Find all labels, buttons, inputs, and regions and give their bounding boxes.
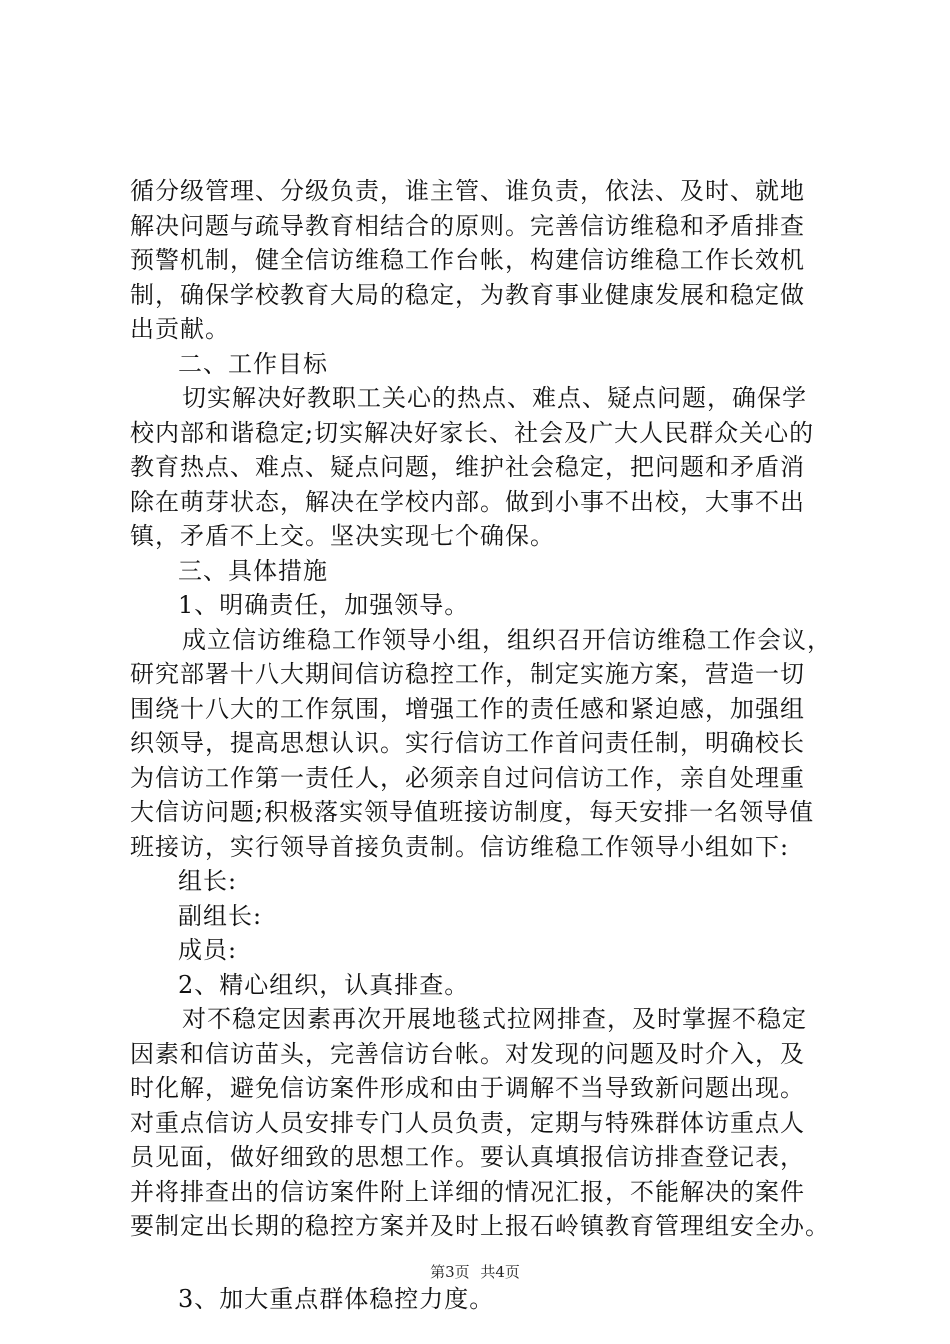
text-line: 出贡献。 bbox=[130, 315, 230, 343]
text-line: 要制定出长期的稳控方案并及时上报石岭镇教育管理组安全办。 bbox=[130, 1212, 830, 1240]
text-line: 除在萌芽状态，解决在学校内部。做到小事不出校，大事不出 bbox=[130, 487, 805, 516]
text-line: 制，确保学校教育大局的稳定，为教育事业健康发展和稳定做 bbox=[130, 280, 805, 309]
text-line: 教育热点、难点、疑点问题，维护社会稳定，把问题和矛盾消 bbox=[130, 453, 805, 481]
text-line: 循分级管理、分级负责，谁主管、谁负责，依法、及时、就地 bbox=[130, 177, 805, 205]
text-line-heading-3: 3、加大重点群体稳控力度。 bbox=[178, 1284, 495, 1313]
paragraph-lines bbox=[130, 174, 830, 1244]
page-footer bbox=[0, 1262, 950, 1282]
text-line: 2、精心组织，认真排查。 bbox=[178, 970, 470, 999]
text-line: 并将排查出的信访案件附上详细的情况汇报，不能解决的案件 bbox=[130, 1177, 805, 1206]
text-line: 成员: bbox=[178, 936, 238, 964]
text-line: 对重点信访人员安排专门人员负责，定期与特殊群体访重点人 bbox=[130, 1108, 805, 1137]
text-line: 班接访，实行领导首接负责制。信访维稳工作领导小组如下: bbox=[130, 832, 790, 861]
text-line: 预警机制，健全信访维稳工作台帐，构建信访维稳工作长效机 bbox=[130, 246, 805, 274]
document-body bbox=[130, 174, 830, 1316]
text-line: 组长: bbox=[178, 867, 238, 895]
text-line: 员见面，做好细致的思想工作。要认真填报信访排查登记表， bbox=[130, 1143, 805, 1171]
text-line: 为信访工作第一责任人，必须亲自过问信访工作，亲自处理重 bbox=[130, 763, 805, 792]
text-line: 大信访问题;积极落实领导值班接访制度，每天安排一名领导值 bbox=[130, 798, 815, 826]
text-line: 织领导，提高思想认识。实行信访工作首问责任制，明确校长 bbox=[130, 729, 805, 757]
page-total: 共4页 bbox=[480, 1263, 520, 1281]
text-line: 解决问题与疏导教育相结合的原则。完善信访维稳和矛盾排查 bbox=[130, 211, 805, 240]
text-line: 对不稳定因素再次开展地毯式拉网排查，及时掌握不稳定 bbox=[182, 1005, 807, 1033]
text-line: 时化解，避免信访案件形成和由于调解不当导致新问题出现。 bbox=[130, 1074, 805, 1102]
text-line: 副组长: bbox=[178, 901, 263, 930]
text-line: 二、工作目标 bbox=[178, 349, 328, 378]
text-line: 1、明确责任，加强领导。 bbox=[178, 591, 470, 619]
text-line: 成立信访维稳工作领导小组，组织召开信访维稳工作会议， bbox=[182, 625, 832, 654]
text-line: 围绕十八大的工作氛围，增强工作的责任感和紧迫感，加强组 bbox=[130, 694, 805, 723]
text-line: 因素和信访苗头，完善信访台帐。对发现的问题及时介入，及 bbox=[130, 1039, 805, 1068]
page-number: 第3页 bbox=[430, 1263, 470, 1281]
text-line: 校内部和谐稳定;切实解决好家长、社会及广大人民群众关心的 bbox=[130, 418, 815, 447]
text-line: 切实解决好教职工关心的热点、难点、疑点问题，确保学 bbox=[182, 384, 807, 412]
text-line: 镇，矛盾不上交。坚决实现七个确保。 bbox=[130, 522, 555, 550]
text-line: 三、具体措施 bbox=[178, 556, 328, 585]
text-line: 研究部署十八大期间信访稳控工作，制定实施方案，营造一切 bbox=[130, 660, 805, 688]
